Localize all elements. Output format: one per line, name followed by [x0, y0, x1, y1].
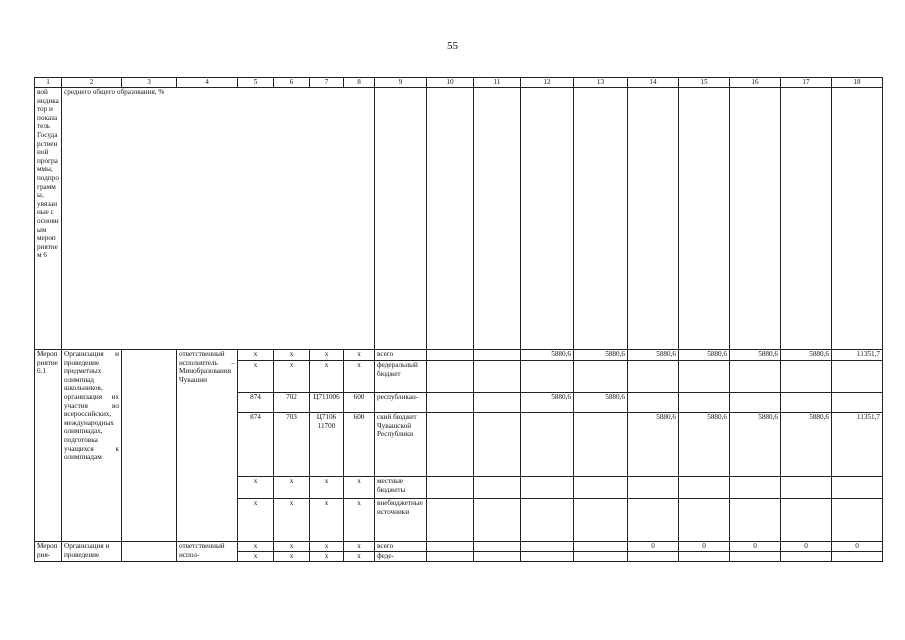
table-cell — [427, 350, 474, 361]
empty-cell — [474, 552, 521, 562]
table-cell — [628, 361, 679, 393]
table-cell: x — [274, 477, 310, 499]
empty-cell — [375, 88, 427, 350]
table-cell: 0 — [781, 542, 832, 552]
header-cell: 3 — [122, 78, 177, 88]
table-cell — [679, 393, 730, 413]
header-cell: 16 — [730, 78, 781, 88]
funding-source: федеральный бюджет — [375, 361, 427, 393]
table-cell — [730, 499, 781, 542]
table-cell: x — [344, 477, 375, 499]
header-cell: 12 — [521, 78, 574, 88]
table-cell — [574, 361, 628, 393]
table-cell: x — [310, 350, 344, 361]
table-cell — [832, 477, 883, 499]
header-row — [35, 78, 883, 88]
empty-cell — [427, 88, 474, 350]
table-cell — [474, 361, 521, 393]
table-cell: x — [238, 361, 274, 393]
table-cell: x — [274, 361, 310, 393]
table-cell — [474, 413, 521, 477]
empty-cell — [574, 552, 628, 562]
table-cell — [474, 499, 521, 542]
table-cell: 5880,6 — [574, 350, 628, 361]
empty-cell — [730, 88, 781, 350]
table-cell: 5880,6 — [679, 413, 730, 477]
header-cell: 11 — [474, 78, 521, 88]
table-cell: x — [238, 477, 274, 499]
table-cell: x — [344, 499, 375, 542]
table-cell: 5880,6 — [628, 350, 679, 361]
table-cell: 5880,6 — [628, 413, 679, 477]
header-cell: 8 — [344, 78, 375, 88]
empty-cell — [628, 88, 679, 350]
empty-cell — [427, 542, 474, 552]
table-cell: x — [238, 499, 274, 542]
budget-table — [34, 77, 883, 562]
table-cell — [521, 361, 574, 393]
table-cell: x — [344, 361, 375, 393]
measure-name: Организация и проведение предметных олимпиад школьников, организация их участия во всероссийских, международных олимпиадах, подготовка учащихся к олимпиадам — [62, 350, 122, 542]
empty-cell — [521, 88, 574, 350]
table-cell: 5880,6 — [574, 393, 628, 413]
funding-source: феде- — [375, 552, 427, 562]
empty-cell — [730, 552, 781, 562]
table-cell: x — [238, 350, 274, 361]
measure-label: Мероприя- — [35, 542, 62, 562]
indicator-name: среднего общего образования, % — [62, 88, 375, 350]
empty-cell — [574, 88, 628, 350]
table-cell: 0 — [832, 542, 883, 552]
table-cell: 600 — [344, 393, 375, 413]
table-cell — [781, 361, 832, 393]
table-cell: x — [274, 552, 310, 562]
empty-cell — [574, 542, 628, 552]
table-cell — [574, 413, 628, 477]
table-cell — [427, 393, 474, 413]
table-cell — [427, 361, 474, 393]
table-cell — [427, 499, 474, 542]
indicator-label: вой индикатор и показатель Государственной программы, подпрограммы, увязанные с основным мероприятием 6 — [35, 88, 62, 350]
table-cell — [781, 499, 832, 542]
empty-cell — [122, 542, 177, 562]
funding-source: всего — [375, 350, 427, 361]
table-cell — [628, 393, 679, 413]
table-cell — [730, 477, 781, 499]
table-cell: x — [238, 552, 274, 562]
table-cell — [832, 361, 883, 393]
empty-cell — [122, 350, 177, 542]
funding-source: внебюджетные источники — [375, 499, 427, 542]
table-cell: x — [344, 542, 375, 552]
empty-cell — [474, 542, 521, 552]
funding-source: республикан- — [375, 393, 427, 413]
header-cell: 9 — [375, 78, 427, 88]
table-cell: 703 — [274, 413, 310, 477]
table-cell: 0 — [679, 542, 730, 552]
table-cell: x — [310, 542, 344, 552]
table-cell — [781, 393, 832, 413]
table-cell: x — [310, 499, 344, 542]
table-cell — [574, 499, 628, 542]
header-cell: 15 — [679, 78, 730, 88]
empty-cell — [832, 552, 883, 562]
header-cell: 7 — [310, 78, 344, 88]
table-cell: 5880,6 — [730, 413, 781, 477]
table-cell — [474, 393, 521, 413]
table-cell: x — [274, 499, 310, 542]
table-cell: x — [344, 552, 375, 562]
table-cell: x — [274, 542, 310, 552]
indicator-row — [35, 88, 883, 350]
empty-cell — [679, 552, 730, 562]
table-cell: x — [310, 361, 344, 393]
table-cell: x — [274, 350, 310, 361]
table-cell — [628, 477, 679, 499]
empty-cell — [832, 88, 883, 350]
header-cell: 14 — [628, 78, 679, 88]
table-cell — [521, 413, 574, 477]
table-cell: 11351,7 — [832, 350, 883, 361]
table-cell — [832, 499, 883, 542]
table-cell: x — [310, 552, 344, 562]
measure-label: Мероприятие 6.1 — [35, 350, 62, 542]
page-number: 55 — [447, 40, 458, 52]
table-cell: 5880,6 — [730, 350, 781, 361]
header-cell: 5 — [238, 78, 274, 88]
empty-cell — [781, 552, 832, 562]
table-cell: x — [310, 477, 344, 499]
measure-row — [35, 350, 883, 361]
table-cell — [574, 477, 628, 499]
table-cell: 5880,6 — [781, 350, 832, 361]
header-cell: 6 — [274, 78, 310, 88]
table-cell: 11351,7 — [832, 413, 883, 477]
table-cell: 874 — [238, 413, 274, 477]
table-cell — [474, 350, 521, 361]
header-cell: 4 — [177, 78, 238, 88]
table-cell: 702 — [274, 393, 310, 413]
table-cell — [628, 499, 679, 542]
table-cell: 0 — [628, 542, 679, 552]
measure-name: Организация и проведение — [62, 542, 122, 562]
empty-cell — [781, 88, 832, 350]
table-cell: 600 — [344, 413, 375, 477]
header-cell: 10 — [427, 78, 474, 88]
funding-source: местные бюджеты — [375, 477, 427, 499]
table-cell — [730, 361, 781, 393]
empty-cell — [679, 88, 730, 350]
table-cell: x — [238, 542, 274, 552]
header-cell: 17 — [781, 78, 832, 88]
table-cell: 5880,6 — [679, 350, 730, 361]
table-cell — [679, 477, 730, 499]
empty-cell — [521, 552, 574, 562]
empty-cell — [521, 542, 574, 552]
measure-row — [35, 542, 883, 552]
table-cell — [679, 499, 730, 542]
table-cell — [521, 499, 574, 542]
header-cell: 1 — [35, 78, 62, 88]
table-cell — [730, 393, 781, 413]
table-cell — [521, 477, 574, 499]
funding-source: ский бюджет Чувашской Республики — [375, 413, 427, 477]
table-cell: 0 — [730, 542, 781, 552]
header-cell: 2 — [62, 78, 122, 88]
header-cell: 18 — [832, 78, 883, 88]
empty-cell — [628, 552, 679, 562]
empty-cell — [427, 552, 474, 562]
table-cell — [679, 361, 730, 393]
responsible-executor: ответственный исполнитель – Минобразования Чувашии — [177, 350, 238, 542]
table-cell — [781, 477, 832, 499]
table-cell — [832, 393, 883, 413]
table-cell: 874 — [238, 393, 274, 413]
table-cell: 5880,6 — [521, 393, 574, 413]
table-cell: 5880,6 — [781, 413, 832, 477]
table-cell — [427, 413, 474, 477]
funding-source: всего — [375, 542, 427, 552]
header-cell: 13 — [574, 78, 628, 88]
empty-cell — [474, 88, 521, 350]
table-cell — [474, 477, 521, 499]
table-cell: 5880,6 — [521, 350, 574, 361]
responsible-executor: ответственный испол- — [177, 542, 238, 562]
table-cell: x — [344, 350, 375, 361]
table-cell — [427, 477, 474, 499]
table-cell: Ц711006 — [310, 393, 344, 413]
table-cell: Ц7106 11700 — [310, 413, 344, 477]
